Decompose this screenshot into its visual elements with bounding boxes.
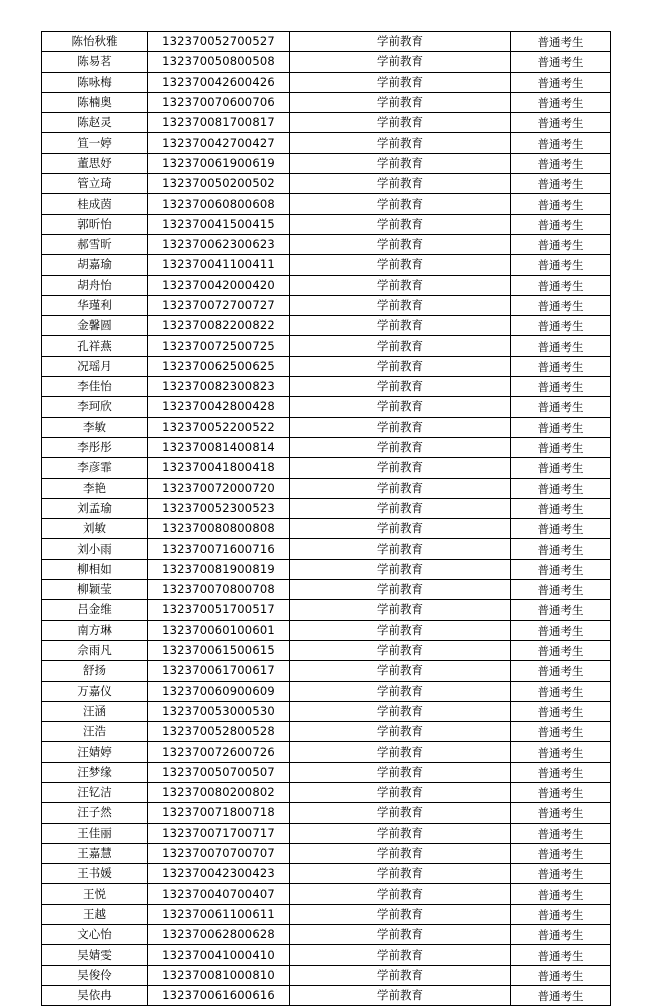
exam-number-cell: 132370041800418 — [148, 458, 290, 478]
exam-number-cell: 132370062500625 — [148, 356, 290, 376]
student-type-cell: 普通考生 — [511, 417, 611, 437]
major-cell: 学前教育 — [290, 884, 511, 904]
exam-number-cell: 132370081000810 — [148, 965, 290, 985]
student-type-cell: 普通考生 — [511, 864, 611, 884]
name-cell: 吕金维 — [42, 600, 148, 620]
student-type-cell: 普通考生 — [511, 397, 611, 417]
table-row — [42, 255, 611, 275]
name-cell: 刘敏 — [42, 519, 148, 539]
exam-number-cell: 132370062800628 — [148, 925, 290, 945]
student-type-cell: 普通考生 — [511, 336, 611, 356]
table-row — [42, 945, 611, 965]
exam-number-cell: 132370041100411 — [148, 255, 290, 275]
table-row — [42, 539, 611, 559]
exam-number-cell: 132370052300523 — [148, 498, 290, 518]
student-type-cell: 普通考生 — [511, 133, 611, 153]
table-row — [42, 640, 611, 660]
table-row — [42, 843, 611, 863]
table-row — [42, 336, 611, 356]
student-type-cell: 普通考生 — [511, 214, 611, 234]
student-type-cell: 普通考生 — [511, 580, 611, 600]
student-type-cell: 普通考生 — [511, 722, 611, 742]
student-type-cell: 普通考生 — [511, 377, 611, 397]
student-type-cell: 普通考生 — [511, 661, 611, 681]
table-body — [42, 32, 611, 1006]
table-row — [42, 295, 611, 315]
table-row — [42, 681, 611, 701]
name-cell: 王佳丽 — [42, 823, 148, 843]
exam-number-cell: 132370072700727 — [148, 295, 290, 315]
exam-number-cell: 132370071700717 — [148, 823, 290, 843]
student-type-cell: 普通考生 — [511, 600, 611, 620]
name-cell: 汪钇洁 — [42, 782, 148, 802]
major-cell: 学前教育 — [290, 580, 511, 600]
student-type-cell: 普通考生 — [511, 843, 611, 863]
student-type-cell: 普通考生 — [511, 275, 611, 295]
exam-number-cell: 132370061600616 — [148, 985, 290, 1005]
table-row — [42, 559, 611, 579]
name-cell: 王嘉慧 — [42, 843, 148, 863]
student-type-cell: 普通考生 — [511, 965, 611, 985]
major-cell: 学前教育 — [290, 32, 511, 52]
major-cell: 学前教育 — [290, 742, 511, 762]
major-cell: 学前教育 — [290, 600, 511, 620]
student-type-cell: 普通考生 — [511, 52, 611, 72]
exam-number-cell: 132370081400814 — [148, 437, 290, 457]
major-cell: 学前教育 — [290, 316, 511, 336]
exam-number-cell: 132370072500725 — [148, 336, 290, 356]
name-cell: 李敏 — [42, 417, 148, 437]
table-row — [42, 925, 611, 945]
name-cell: 陈赵灵 — [42, 113, 148, 133]
major-cell: 学前教育 — [290, 782, 511, 802]
name-cell: 董思妤 — [42, 153, 148, 173]
major-cell: 学前教育 — [290, 356, 511, 376]
table-row — [42, 701, 611, 721]
major-cell: 学前教育 — [290, 519, 511, 539]
exam-number-cell: 132370051700517 — [148, 600, 290, 620]
table-row — [42, 884, 611, 904]
table-row — [42, 113, 611, 133]
major-cell: 学前教育 — [290, 498, 511, 518]
student-type-cell: 普通考生 — [511, 437, 611, 457]
student-type-cell: 普通考生 — [511, 681, 611, 701]
exam-number-cell: 132370081700817 — [148, 113, 290, 133]
exam-number-cell: 132370042700427 — [148, 133, 290, 153]
table-row — [42, 437, 611, 457]
major-cell: 学前教育 — [290, 133, 511, 153]
exam-number-cell: 132370041000410 — [148, 945, 290, 965]
exam-number-cell: 132370050200502 — [148, 174, 290, 194]
student-type-cell: 普通考生 — [511, 458, 611, 478]
name-cell: 管立琦 — [42, 174, 148, 194]
table-row — [42, 72, 611, 92]
major-cell: 学前教育 — [290, 904, 511, 924]
exam-number-cell: 132370060900609 — [148, 681, 290, 701]
table-row — [42, 397, 611, 417]
major-cell: 学前教育 — [290, 234, 511, 254]
student-type-cell: 普通考生 — [511, 762, 611, 782]
student-type-cell: 普通考生 — [511, 539, 611, 559]
name-cell: 郝雪昕 — [42, 234, 148, 254]
student-type-cell: 普通考生 — [511, 478, 611, 498]
exam-number-cell: 132370082300823 — [148, 377, 290, 397]
name-cell: 陈怡秋雅 — [42, 32, 148, 52]
table-row — [42, 458, 611, 478]
major-cell: 学前教育 — [290, 397, 511, 417]
student-type-cell: 普通考生 — [511, 945, 611, 965]
table-row — [42, 580, 611, 600]
exam-number-cell: 132370042600426 — [148, 72, 290, 92]
major-cell: 学前教育 — [290, 945, 511, 965]
exam-number-cell: 132370070700707 — [148, 843, 290, 863]
table-row — [42, 234, 611, 254]
major-cell: 学前教育 — [290, 965, 511, 985]
major-cell: 学前教育 — [290, 620, 511, 640]
major-cell: 学前教育 — [290, 92, 511, 112]
exam-number-cell: 132370061700617 — [148, 661, 290, 681]
student-type-cell: 普通考生 — [511, 559, 611, 579]
major-cell: 学前教育 — [290, 539, 511, 559]
name-cell: 李佳怡 — [42, 377, 148, 397]
major-cell: 学前教育 — [290, 823, 511, 843]
name-cell: 汪浩 — [42, 722, 148, 742]
major-cell: 学前教育 — [290, 194, 511, 214]
exam-number-cell: 132370071600716 — [148, 539, 290, 559]
student-type-cell: 普通考生 — [511, 174, 611, 194]
student-type-cell: 普通考生 — [511, 742, 611, 762]
major-cell: 学前教育 — [290, 843, 511, 863]
exam-number-cell: 132370050700507 — [148, 762, 290, 782]
exam-number-cell: 132370042800428 — [148, 397, 290, 417]
exam-number-cell: 132370040700407 — [148, 884, 290, 904]
name-cell: 文心怡 — [42, 925, 148, 945]
student-type-cell: 普通考生 — [511, 904, 611, 924]
exam-number-cell: 132370071800718 — [148, 803, 290, 823]
exam-number-cell: 132370080800808 — [148, 519, 290, 539]
major-cell: 学前教育 — [290, 295, 511, 315]
exam-number-cell: 132370082200822 — [148, 316, 290, 336]
table-row — [42, 275, 611, 295]
name-cell: 刘小雨 — [42, 539, 148, 559]
name-cell: 柳相如 — [42, 559, 148, 579]
table-row — [42, 985, 611, 1005]
table-row — [42, 194, 611, 214]
name-cell: 吴俊伶 — [42, 965, 148, 985]
exam-number-cell: 132370061900619 — [148, 153, 290, 173]
major-cell: 学前教育 — [290, 458, 511, 478]
table-row — [42, 92, 611, 112]
table-row — [42, 519, 611, 539]
student-type-cell: 普通考生 — [511, 194, 611, 214]
student-type-cell: 普通考生 — [511, 255, 611, 275]
major-cell: 学前教育 — [290, 52, 511, 72]
name-cell: 况瑶月 — [42, 356, 148, 376]
major-cell: 学前教育 — [290, 153, 511, 173]
name-cell: 王书媛 — [42, 864, 148, 884]
name-cell: 佘雨凡 — [42, 640, 148, 660]
table-row — [42, 214, 611, 234]
student-type-cell: 普通考生 — [511, 295, 611, 315]
major-cell: 学前教育 — [290, 255, 511, 275]
major-cell: 学前教育 — [290, 722, 511, 742]
student-type-cell: 普通考生 — [511, 316, 611, 336]
name-cell: 汪涵 — [42, 701, 148, 721]
name-cell: 李彦霏 — [42, 458, 148, 478]
student-type-cell: 普通考生 — [511, 234, 611, 254]
major-cell: 学前教育 — [290, 72, 511, 92]
table-row — [42, 803, 611, 823]
table-row — [42, 661, 611, 681]
table-row — [42, 417, 611, 437]
name-cell: 李艳 — [42, 478, 148, 498]
name-cell: 南方琳 — [42, 620, 148, 640]
name-cell: 王悦 — [42, 884, 148, 904]
exam-number-cell: 132370072000720 — [148, 478, 290, 498]
major-cell: 学前教育 — [290, 174, 511, 194]
major-cell: 学前教育 — [290, 803, 511, 823]
student-type-cell: 普通考生 — [511, 803, 611, 823]
student-type-cell: 普通考生 — [511, 782, 611, 802]
major-cell: 学前教育 — [290, 701, 511, 721]
name-cell: 万嘉仪 — [42, 681, 148, 701]
student-type-cell: 普通考生 — [511, 113, 611, 133]
name-cell: 孔祥燕 — [42, 336, 148, 356]
exam-number-cell: 132370042300423 — [148, 864, 290, 884]
name-cell: 汪子然 — [42, 803, 148, 823]
table-row — [42, 498, 611, 518]
exam-number-cell: 132370061500615 — [148, 640, 290, 660]
major-cell: 学前教育 — [290, 377, 511, 397]
name-cell: 陈易茗 — [42, 52, 148, 72]
name-cell: 汪梦缘 — [42, 762, 148, 782]
name-cell: 金馨圆 — [42, 316, 148, 336]
student-type-cell: 普通考生 — [511, 153, 611, 173]
table-row — [42, 377, 611, 397]
exam-number-cell: 132370070600706 — [148, 92, 290, 112]
student-type-cell: 普通考生 — [511, 498, 611, 518]
name-cell: 吴依冉 — [42, 985, 148, 1005]
major-cell: 学前教育 — [290, 559, 511, 579]
name-cell: 胡嘉瑜 — [42, 255, 148, 275]
table-row — [42, 864, 611, 884]
name-cell: 舒扬 — [42, 661, 148, 681]
major-cell: 学前教育 — [290, 640, 511, 660]
student-type-cell: 普通考生 — [511, 640, 611, 660]
admission-list-table — [41, 31, 611, 1006]
student-type-cell: 普通考生 — [511, 823, 611, 843]
major-cell: 学前教育 — [290, 661, 511, 681]
student-type-cell: 普通考生 — [511, 701, 611, 721]
exam-number-cell: 132370042000420 — [148, 275, 290, 295]
spreadsheet-page — [41, 31, 610, 1006]
exam-number-cell: 132370080200802 — [148, 782, 290, 802]
name-cell: 胡舟怡 — [42, 275, 148, 295]
student-type-cell: 普通考生 — [511, 32, 611, 52]
major-cell: 学前教育 — [290, 985, 511, 1005]
major-cell: 学前教育 — [290, 417, 511, 437]
exam-number-cell: 132370062300623 — [148, 234, 290, 254]
name-cell: 刘孟瑜 — [42, 498, 148, 518]
student-type-cell: 普通考生 — [511, 72, 611, 92]
student-type-cell: 普通考生 — [511, 356, 611, 376]
table-row — [42, 52, 611, 72]
exam-number-cell: 132370052700527 — [148, 32, 290, 52]
table-row — [42, 478, 611, 498]
table-row — [42, 600, 611, 620]
exam-number-cell: 132370072600726 — [148, 742, 290, 762]
name-cell: 华瑾利 — [42, 295, 148, 315]
name-cell: 汪婧婷 — [42, 742, 148, 762]
exam-number-cell: 132370053000530 — [148, 701, 290, 721]
table-row — [42, 904, 611, 924]
exam-number-cell: 132370060800608 — [148, 194, 290, 214]
name-cell: 陈楠奥 — [42, 92, 148, 112]
table-row — [42, 133, 611, 153]
student-type-cell: 普通考生 — [511, 620, 611, 640]
exam-number-cell: 132370041500415 — [148, 214, 290, 234]
major-cell: 学前教育 — [290, 925, 511, 945]
major-cell: 学前教育 — [290, 275, 511, 295]
exam-number-cell: 132370052200522 — [148, 417, 290, 437]
table-row — [42, 32, 611, 52]
name-cell: 柳颖莹 — [42, 580, 148, 600]
major-cell: 学前教育 — [290, 864, 511, 884]
major-cell: 学前教育 — [290, 478, 511, 498]
name-cell: 李珂欣 — [42, 397, 148, 417]
student-type-cell: 普通考生 — [511, 925, 611, 945]
exam-number-cell: 132370060100601 — [148, 620, 290, 640]
major-cell: 学前教育 — [290, 113, 511, 133]
name-cell: 李彤彤 — [42, 437, 148, 457]
exam-number-cell: 132370050800508 — [148, 52, 290, 72]
table-row — [42, 620, 611, 640]
table-row — [42, 356, 611, 376]
exam-number-cell: 132370061100611 — [148, 904, 290, 924]
table-row — [42, 762, 611, 782]
table-row — [42, 742, 611, 762]
major-cell: 学前教育 — [290, 762, 511, 782]
student-type-cell: 普通考生 — [511, 92, 611, 112]
student-type-cell: 普通考生 — [511, 519, 611, 539]
major-cell: 学前教育 — [290, 214, 511, 234]
table-row — [42, 823, 611, 843]
major-cell: 学前教育 — [290, 437, 511, 457]
name-cell: 桂成茵 — [42, 194, 148, 214]
name-cell: 吴婧雯 — [42, 945, 148, 965]
name-cell: 郭昕怡 — [42, 214, 148, 234]
student-type-cell: 普通考生 — [511, 884, 611, 904]
table-row — [42, 965, 611, 985]
exam-number-cell: 132370070800708 — [148, 580, 290, 600]
name-cell: 王越 — [42, 904, 148, 924]
major-cell: 学前教育 — [290, 681, 511, 701]
name-cell: 陈咏梅 — [42, 72, 148, 92]
table-row — [42, 722, 611, 742]
table-row — [42, 174, 611, 194]
table-row — [42, 782, 611, 802]
exam-number-cell: 132370052800528 — [148, 722, 290, 742]
exam-number-cell: 132370081900819 — [148, 559, 290, 579]
major-cell: 学前教育 — [290, 336, 511, 356]
student-type-cell: 普通考生 — [511, 985, 611, 1005]
table-row — [42, 153, 611, 173]
name-cell: 笪一婷 — [42, 133, 148, 153]
table-row — [42, 316, 611, 336]
